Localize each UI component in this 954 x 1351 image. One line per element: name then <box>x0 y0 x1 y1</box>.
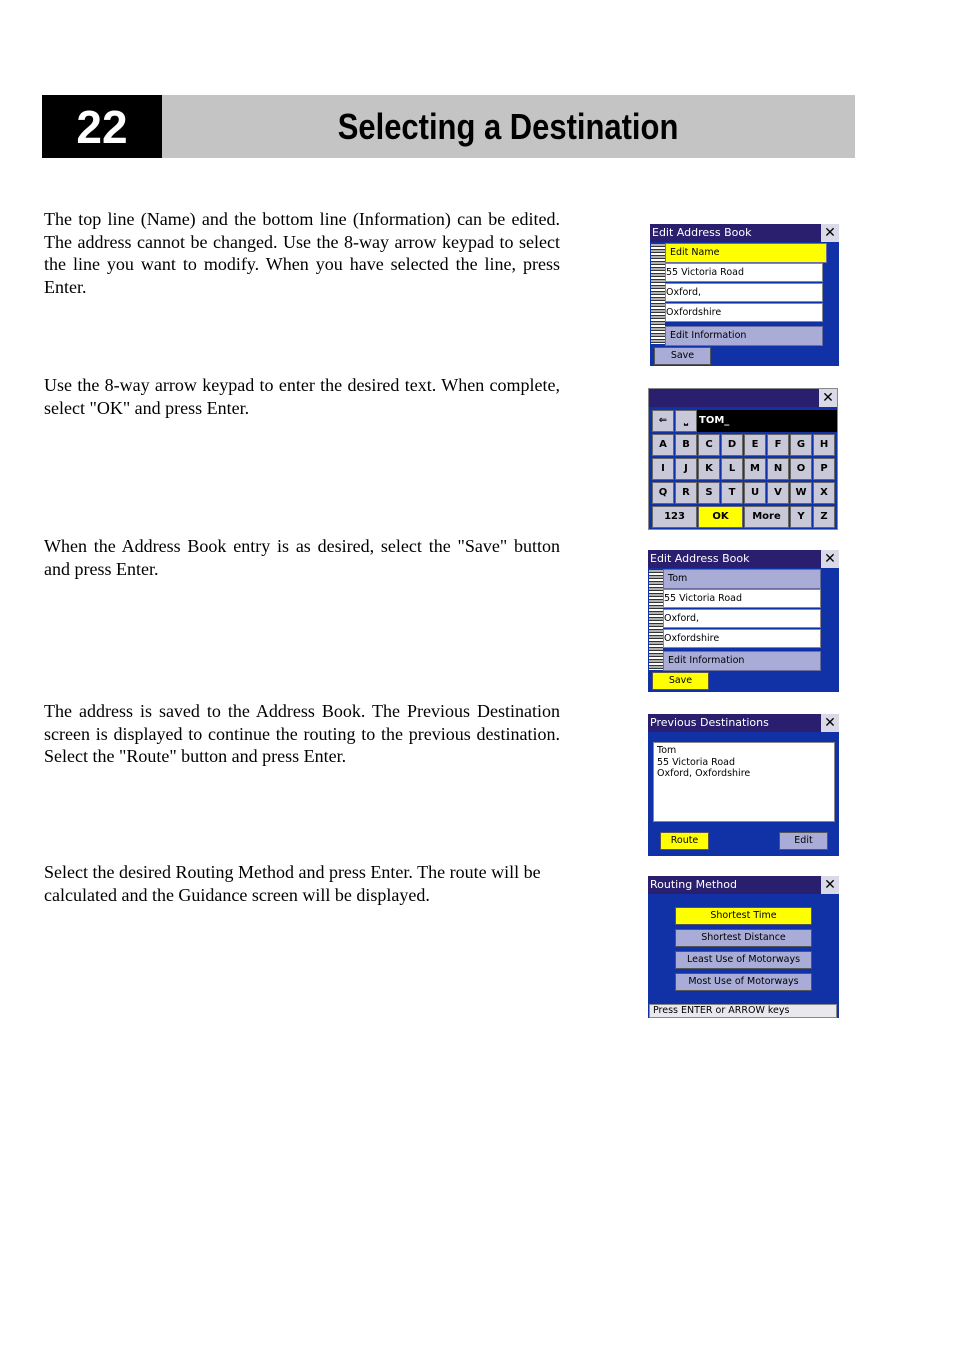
key-i[interactable]: I <box>652 458 674 480</box>
key-x[interactable]: X <box>813 482 835 504</box>
address-book-spiral-icon <box>649 570 663 670</box>
key-d[interactable]: D <box>721 434 743 456</box>
destination-details <box>653 742 835 822</box>
edit-information-field[interactable]: Edit Information <box>665 326 823 346</box>
address-line-2: Oxford, <box>665 283 823 302</box>
key-u[interactable]: U <box>744 482 766 504</box>
key-p[interactable]: P <box>813 458 835 480</box>
screen-routing-method <box>648 876 839 1018</box>
backspace-key[interactable]: ⇐ <box>652 410 674 432</box>
key-h[interactable]: H <box>813 434 835 456</box>
key-o[interactable]: O <box>790 458 812 480</box>
key-k[interactable]: K <box>698 458 720 480</box>
address-line-2: Oxford, <box>663 609 821 628</box>
close-icon[interactable]: ✕ <box>821 550 839 568</box>
close-icon[interactable]: ✕ <box>821 224 839 242</box>
key-l[interactable]: L <box>721 458 743 480</box>
key-a[interactable]: A <box>652 434 674 456</box>
name-field[interactable]: Tom <box>663 569 821 589</box>
least-use-of-motorways-option[interactable]: Least Use of Motorways <box>675 951 812 969</box>
key-z[interactable]: Z <box>813 506 835 528</box>
paragraph-2: Use the 8-way arrow keypad to enter the desired text. When complete, select "OK" and press Enter. <box>44 375 560 418</box>
screen-edit-address-book-1 <box>650 224 839 366</box>
edit-information-field[interactable]: Edit Information <box>663 651 821 671</box>
address-line-1: 55 Victoria Road <box>665 263 823 282</box>
destination-street: 55 Victoria Road <box>657 756 736 768</box>
key-g[interactable]: G <box>790 434 812 456</box>
shortest-distance-option[interactable]: Shortest Distance <box>675 929 812 947</box>
most-use-of-motorways-option[interactable]: Most Use of Motorways <box>675 973 812 991</box>
screen-title-bar <box>649 389 819 407</box>
address-book-spiral-icon <box>651 244 665 344</box>
edit-button[interactable]: Edit <box>779 832 828 850</box>
header-bar <box>162 95 855 158</box>
screen-title: Previous Destinations <box>648 714 821 732</box>
shortest-time-option[interactable]: Shortest Time <box>675 907 812 925</box>
key-c[interactable]: C <box>698 434 720 456</box>
more-button[interactable]: More <box>744 506 789 528</box>
key-e[interactable]: E <box>744 434 766 456</box>
key-n[interactable]: N <box>767 458 789 480</box>
screen-title: Edit Address Book <box>648 550 821 568</box>
text-input[interactable]: TOM_ <box>697 410 838 432</box>
address-line-3: Oxfordshire <box>665 303 823 322</box>
address-line-3: Oxfordshire <box>663 629 821 648</box>
close-icon[interactable]: ✕ <box>821 714 839 732</box>
screen-title: Routing Method <box>648 876 821 894</box>
key-q[interactable]: Q <box>652 482 674 504</box>
save-button[interactable]: Save <box>654 347 711 365</box>
key-b[interactable]: B <box>675 434 697 456</box>
key-r[interactable]: R <box>675 482 697 504</box>
address-line-1: 55 Victoria Road <box>663 589 821 608</box>
ok-button[interactable]: OK <box>698 506 743 528</box>
key-y[interactable]: Y <box>790 506 812 528</box>
close-icon[interactable]: ✕ <box>821 876 839 894</box>
screen-keyboard <box>648 388 838 530</box>
key-s[interactable]: S <box>698 482 720 504</box>
edit-name-field[interactable]: Edit Name <box>665 243 827 263</box>
screen-edit-address-book-2 <box>648 550 839 692</box>
key-w[interactable]: W <box>790 482 812 504</box>
paragraph-5: Select the desired Routing Method and press Enter. The route will be calculated and the Guidance screen will be displayed. <box>44 862 541 905</box>
paragraph-4: The address is saved to the Address Book. The Previous Destination screen is displayed to continue the routing to the previous destination. Select the "Route" button and press Enter. <box>44 701 560 767</box>
page-number: 22 <box>42 95 162 158</box>
key-t[interactable]: T <box>721 482 743 504</box>
close-icon[interactable]: ✕ <box>819 389 837 407</box>
key-f[interactable]: F <box>767 434 789 456</box>
destination-name: Tom <box>657 745 677 756</box>
route-button[interactable]: Route <box>660 832 709 850</box>
key-j[interactable]: J <box>675 458 697 480</box>
save-button[interactable]: Save <box>652 672 709 690</box>
status-bar: Press ENTER or ARROW keys <box>649 1004 837 1018</box>
page-title: Selecting a Destination <box>338 105 679 147</box>
key-123[interactable]: 123 <box>652 506 697 528</box>
screen-previous-destinations <box>648 714 839 856</box>
destination-city: Oxford, Oxfordshire <box>657 768 751 779</box>
space-key[interactable]: ⎵ <box>675 410 697 432</box>
key-v[interactable]: V <box>767 482 789 504</box>
key-m[interactable]: M <box>744 458 766 480</box>
screen-title: Edit Address Book <box>650 224 821 242</box>
paragraph-1: The top line (Name) and the bottom line (Information) can be edited. The address cannot be changed. Use the 8-way arrow keypad to select the line you want to modify. When you have selected the line, press Enter. <box>44 209 560 297</box>
paragraph-3: When the Address Book entry is as desired, select the "Save" button and press Enter. <box>44 536 560 579</box>
